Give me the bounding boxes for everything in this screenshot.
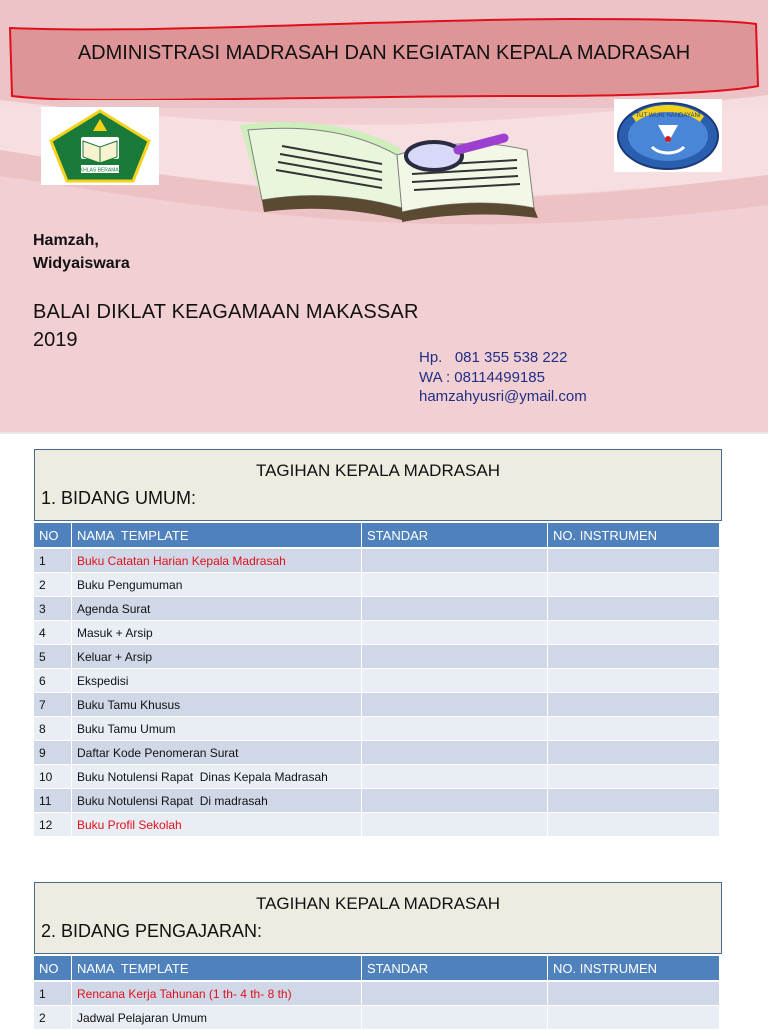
book-illustration [222, 100, 552, 230]
table-header-row [34, 523, 720, 549]
cell-no: 3 [34, 597, 72, 621]
col-header-instrumen: NO. INSTRUMEN [548, 956, 720, 982]
cell-instrumen [548, 669, 720, 693]
table-row [34, 573, 720, 597]
col-header-name: NAMA TEMPLATE [72, 956, 362, 982]
col-header-instrumen: NO. INSTRUMEN [548, 523, 720, 549]
section-subheading: 2. BIDANG PENGAJARAN: [41, 921, 263, 941]
cell-name: Agenda Surat [72, 597, 362, 621]
slide-divider [0, 432, 768, 434]
table-header-row [34, 956, 720, 982]
cell-name: Buku Profil Sekolah [72, 813, 362, 837]
cell-standar [362, 1006, 548, 1030]
kemenag-logo-icon [41, 107, 159, 185]
cell-no: 5 [34, 645, 72, 669]
institution-name: BALAI DIKLAT KEAGAMAAN MAKASSAR [33, 301, 419, 323]
table-row [34, 645, 720, 669]
logo-right-caption: TUT WURI HANDAYANI [635, 113, 701, 119]
cell-standar [362, 765, 548, 789]
cell-name: Buku Tamu Khusus [72, 693, 362, 717]
cell-instrumen [548, 813, 720, 837]
cell-name: Daftar Kode Penomeran Surat [72, 741, 362, 765]
cell-no: 1 [34, 982, 72, 1006]
contact-email[interactable]: hamzahyusri@ymail.com [419, 388, 587, 405]
cell-name: Buku Catatan Harian Kepala Madrasah [72, 549, 362, 573]
cell-standar [362, 717, 548, 741]
section-header [34, 882, 722, 954]
table-row [34, 717, 720, 741]
author-block [33, 229, 130, 275]
contact-wa: WA : 08114499185 [419, 368, 545, 386]
section-subheading: 1. BIDANG UMUM: [41, 488, 197, 508]
cell-standar [362, 597, 548, 621]
cell-instrumen [548, 789, 720, 813]
cell-name: Rencana Kerja Tahunan (1 th- 4 th- 8 th) [72, 982, 362, 1006]
author-name: Hamzah, [33, 232, 99, 249]
contact-block [419, 348, 587, 407]
cell-instrumen [548, 1006, 720, 1030]
cell-name: Buku Pengumuman [72, 573, 362, 597]
cell-name: Jadwal Pelajaran Umum [72, 1006, 362, 1030]
table-row [34, 597, 720, 621]
cell-instrumen [548, 765, 720, 789]
cell-instrumen [548, 741, 720, 765]
table-row [34, 1006, 720, 1030]
col-header-no: NO [34, 523, 72, 549]
section-header [34, 449, 722, 521]
cell-name: Buku Notulensi Rapat Di madrasah [72, 789, 362, 813]
cell-standar [362, 789, 548, 813]
section-heading: TAGIHAN KEPALA MADRASAH [255, 894, 501, 913]
cell-instrumen [548, 621, 720, 645]
col-header-no: NO [34, 956, 72, 982]
cell-instrumen [548, 717, 720, 741]
cell-no: 1 [34, 549, 72, 573]
table-row [34, 741, 720, 765]
cell-standar [362, 549, 548, 573]
cell-instrumen [548, 549, 720, 573]
cell-name: Buku Tamu Umum [72, 717, 362, 741]
year: 2019 [33, 329, 78, 351]
cell-standar [362, 621, 548, 645]
cell-instrumen [548, 597, 720, 621]
title-slide [0, 0, 768, 432]
contact-phone: Hp. 081 355 538 222 [419, 349, 568, 366]
cell-no: 10 [34, 765, 72, 789]
cell-name: Buku Notulensi Rapat Dinas Kepala Madrasah [72, 765, 362, 789]
logo-left-caption: IKHLAS BERAMAL [78, 167, 122, 174]
cell-no: 11 [34, 789, 72, 813]
table-row [34, 549, 720, 573]
cell-standar [362, 573, 548, 597]
institution-block [33, 298, 419, 354]
section-bidang-pengajaran [34, 882, 722, 1030]
cell-standar [362, 669, 548, 693]
col-header-standar: STANDAR [362, 956, 548, 982]
cell-no: 6 [34, 669, 72, 693]
cell-no: 2 [34, 1006, 72, 1030]
cell-no: 7 [34, 693, 72, 717]
cell-standar [362, 741, 548, 765]
slide-title: ADMINISTRASI MADRASAH DAN KEGIATAN KEPALA MADRASAH [77, 42, 691, 64]
table-row [34, 789, 720, 813]
table-row [34, 765, 720, 789]
author-role: Widyaiswara [33, 255, 130, 272]
cell-standar [362, 693, 548, 717]
tut-wuri-handayani-logo-icon [614, 99, 722, 172]
cell-no: 8 [34, 717, 72, 741]
col-header-standar: STANDAR [362, 523, 548, 549]
table-row [34, 813, 720, 837]
template-table [34, 956, 720, 1030]
section-heading: TAGIHAN KEPALA MADRASAH [255, 461, 501, 480]
cell-instrumen [548, 982, 720, 1006]
table-row [34, 669, 720, 693]
cell-standar [362, 982, 548, 1006]
cell-instrumen [548, 573, 720, 597]
cell-name: Ekspedisi [72, 669, 362, 693]
cell-instrumen [548, 693, 720, 717]
cell-name: Keluar + Arsip [72, 645, 362, 669]
table-row [34, 621, 720, 645]
cell-standar [362, 645, 548, 669]
cell-no: 9 [34, 741, 72, 765]
cell-no: 12 [34, 813, 72, 837]
cell-no: 4 [34, 621, 72, 645]
cell-name: Masuk + Arsip [72, 621, 362, 645]
col-header-name: NAMA TEMPLATE [72, 523, 362, 549]
section-bidang-umum [34, 449, 722, 837]
table-row [34, 693, 720, 717]
template-table [34, 523, 720, 837]
table-row [34, 982, 720, 1006]
cell-no: 2 [34, 573, 72, 597]
cell-instrumen [548, 645, 720, 669]
cell-standar [362, 813, 548, 837]
